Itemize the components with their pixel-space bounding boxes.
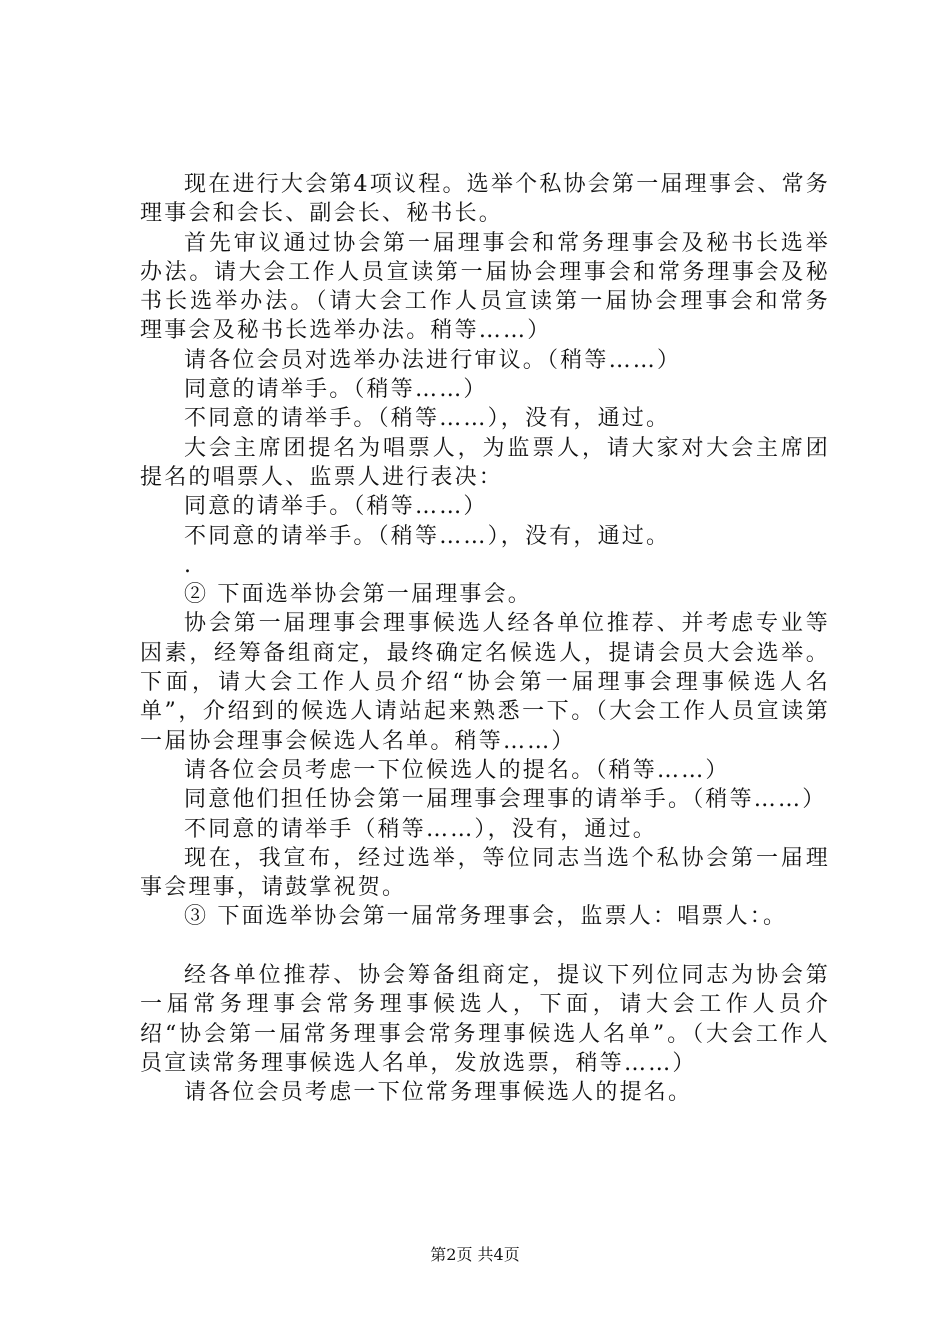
paragraph-6: 大会主席团提名为唱票人，为监票人，请大家对大会主席团提名的唱票人、监票人进行表决： [140, 435, 830, 490]
paragraph-18: 经各单位推荐、协会筹备组商定，提议下列位同志为协会第一届常务理事会常务理事候选人，下面，请大会工作人员介绍“协会第一届常务理事会常务理事候选人名单”。（大会工作人员宣读常务理事候选人名单，发放选票，稍等……） [140, 963, 830, 1076]
paragraph-4: 同意的请举手。（稍等……） [184, 377, 488, 403]
paragraph-14: 不同意的请举手（稍等……），没有，通过。 [184, 816, 658, 842]
paragraph-5: 不同意的请举手。（稍等……），没有，通过。 [184, 406, 671, 432]
paragraph-12: 请各位会员考虑一下位候选人的提名。（稍等……） [184, 757, 730, 783]
paragraph-13: 同意他们担任协会第一届理事会理事的请举手。（稍等……） [184, 787, 827, 813]
paragraph-2: 首先审议通过协会第一届理事会和常务理事会及秘书长选举办法。请大会工作人员宣读第一届协会理事会和常务理事会及秘书长选举办法。（请大会工作人员宣读第一届协会理事会和常务理事会及秘书长选举办法。稍等……） [140, 230, 830, 344]
paragraph-15: 现在，我宣布，经过选举，等位同志当选个私协会第一届理事会理事，请鼓掌祝贺。 [140, 845, 830, 901]
paragraph-1: 现在进行大会第4项议程。选举个私协会第一届理事会、常务理事会和会长、副会长、秘书长。 [140, 172, 830, 227]
section-heading-3: ③ 下面选举协会第一届常务理事会，监票人：唱票人：。 [184, 904, 788, 930]
section-heading-2: ② 下面选举协会第一届理事会。 [184, 582, 532, 608]
paragraph-3: 请各位会员对选举办法进行审议。（稍等……） [184, 347, 682, 373]
paragraph-19: 请各位会员考虑一下位常务理事候选人的提名。 [184, 1080, 693, 1106]
document-body [140, 170, 830, 1108]
page-footer: 第2页 共4页 [430, 1245, 520, 1264]
blank-line [140, 932, 830, 961]
paragraph-9: . [184, 552, 194, 578]
paragraph-8: 不同意的请举手。（稍等……），没有，通过。 [184, 523, 671, 549]
paragraph-7: 同意的请举手。（稍等……） [184, 494, 488, 520]
paragraph-11: 协会第一届理事会理事候选人经各单位推荐、并考虑专业等因素，经筹备组商定，最终确定名候选人，提请会员大会选举。下面，请大会工作人员介绍“协会第一届理事会理事候选人名单”，介绍到的候选人请站起来熟悉一下。（大会工作人员宣读第一届协会理事会候选人名单。稍等……） [140, 611, 830, 754]
